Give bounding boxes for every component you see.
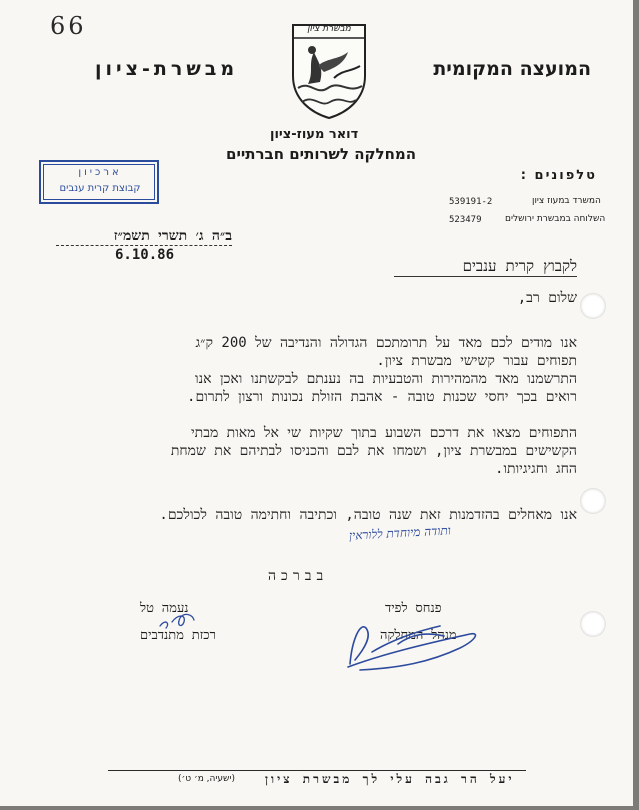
signatory-name: נעמה טל [140, 601, 189, 616]
punch-hole [580, 488, 606, 514]
postal-address: דואר מעוז-ציון [270, 127, 359, 142]
hebrew-date: ב״ה ג׳ תשרי תשמ״ז [56, 228, 232, 246]
footer-reference: (ישעיה, מ׳ ט׳) [178, 774, 235, 784]
signature-volunteer-coordinator [160, 614, 194, 628]
signatory-title: רכזת מתנדבים [140, 628, 217, 643]
body-line: החג וחגיגיותו. [495, 461, 577, 477]
closing-greeting: בברכה [268, 568, 329, 584]
office-phone-number: 539191-2 [449, 197, 493, 207]
emblem-caption: מבשרת ציון [307, 24, 351, 34]
body-line: הקשישים במבשרת ציון, ושמחו את לבם והכניסו לבתיהם את שמחת [170, 443, 577, 459]
recipient-line: לקבוץ קרית ענבים [394, 257, 577, 277]
archive-stamp-title: ארכיון [78, 167, 122, 178]
footer-slogan: יעל הר גבה עלי לך מבשרת ציון [265, 772, 515, 786]
branch-phone-number: 523479 [449, 215, 482, 225]
body-line: התפוחים מצאו את דרכם השבוע בתוך שקיות שי אל מאות מבתי [191, 425, 577, 441]
body-line: אנו מאחלים בהזדמנות זאת שנה טובה, וכתיבה וחתימה טובה לכולכם. [159, 507, 577, 523]
archive-stamp [39, 160, 159, 204]
archive-stamp-kibbutz: קבוצת קרית ענבים [59, 183, 141, 194]
body-line: תפוחים עבור קשישי מבשרת ציון. [376, 353, 577, 369]
branch-phone-label: השלוחה במבשרת ירושלים [505, 214, 606, 224]
emblem-shield-icon [290, 22, 368, 120]
body-line: אנו מודים לכם מאד על תרומתכם הגדולה והנדיבה של 200 ק״ג [195, 335, 577, 351]
punch-hole [580, 611, 606, 637]
signatory-name: פנחס לפיד [385, 601, 442, 616]
office-phone-label: המשרד במעוז ציון [532, 196, 601, 206]
department-name: המחלקה לשרותים חברתיים [226, 145, 417, 163]
handwritten-note: ותודה מיוחדת ללוראין [348, 523, 452, 543]
town-emblem [290, 22, 368, 120]
footer-rule [108, 770, 526, 771]
gregorian-date: 6.10.86 [115, 247, 175, 263]
council-name: המועצה המקומית [433, 58, 591, 80]
signatory-title: מנהל המחלקה [380, 628, 457, 643]
town-name: מבשרת-ציון [95, 58, 239, 80]
phones-label: טלפונים : [520, 168, 597, 183]
body-line: רואים בכך יחסי שכנות טובה - אהבת הזולת נכונות ורצון לתרום. [187, 389, 577, 405]
body-line: התרשמנו מאד מהמהירות והטבעיות בה נענתם לבקשתנו ואכן אנו [194, 371, 577, 387]
greeting: שלום רב, [517, 290, 577, 306]
punch-hole [580, 293, 606, 319]
page-number: 66 [50, 12, 87, 40]
